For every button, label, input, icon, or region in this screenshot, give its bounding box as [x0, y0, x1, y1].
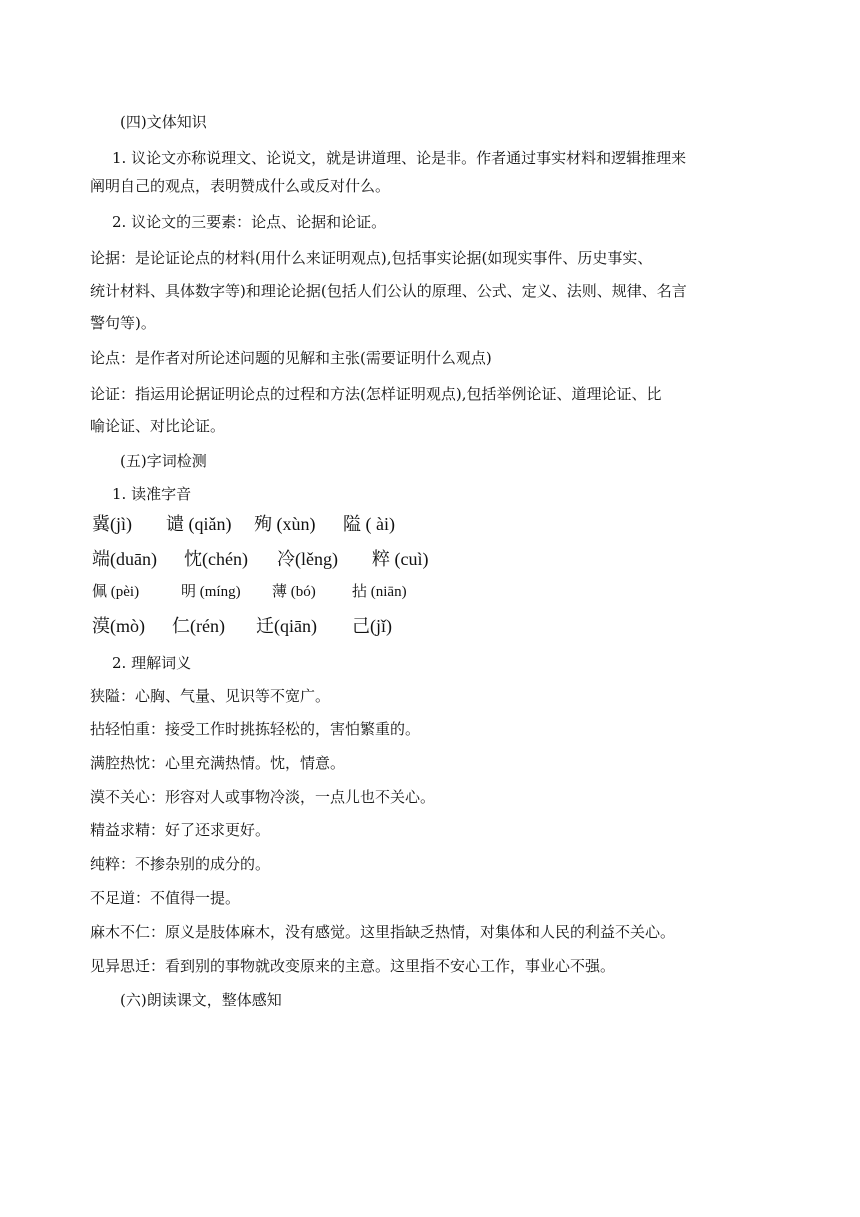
pinyin-item: 殉 (xùn)	[254, 514, 316, 534]
pinyin-item: 佩 (pèi)	[92, 584, 140, 600]
pinyin-item: 粹 (cuì)	[372, 549, 429, 569]
definition-item: 见异思迁：看到别的事物就改变原来的主意。这里指不安心工作，事业心不强。	[90, 957, 616, 975]
definition-item: 狭隘：心胸、气量、见识等不宽广。	[90, 687, 331, 705]
section-heading-5: (五)字词检测	[120, 452, 207, 470]
subheading-meanings: 2. 理解词义	[112, 654, 192, 672]
lunju-line3: 警句等)。	[90, 314, 156, 332]
lunju-line1: 论据：是论证论点的材料(用什么来证明观点),包括事实论据(如现实事件、历史事实、	[90, 249, 653, 267]
paragraph-definition-line2: 阐明自己的观点，表明赞成什么或反对什么。	[90, 177, 391, 195]
lunzheng-line2: 喻论证、对比论证。	[90, 417, 226, 435]
lundian-line: 论点：是作者对所论述问题的见解和主张(需要证明什么观点)	[90, 349, 492, 367]
subheading-pronunciation: 1. 读准字音	[112, 485, 192, 503]
pinyin-item: 隘 ( ài)	[343, 514, 395, 534]
pinyin-item: 薄 (bó)	[272, 584, 316, 600]
pinyin-item: 明 (míng)	[181, 584, 241, 600]
definition-item: 不足道：不值得一提。	[90, 889, 241, 907]
pinyin-item: 冀(jì)	[92, 514, 132, 534]
paragraph-three-elements: 2. 议论文的三要素：论点、论据和论证。	[112, 213, 387, 231]
pinyin-item: 迁(qiān)	[256, 616, 317, 636]
definition-item: 漠不关心：形容对人或事物冷淡，一点儿也不关心。	[90, 788, 436, 806]
pinyin-item: 漠(mò)	[92, 616, 145, 636]
pinyin-item: 己(jǐ)	[352, 616, 392, 636]
pinyin-item: 端(duān)	[92, 549, 157, 569]
definition-item: 满腔热忱：心里充满热情。忱，情意。	[90, 754, 346, 772]
definition-item: 精益求精：好了还求更好。	[90, 821, 271, 839]
pinyin-item: 仁(rén)	[172, 616, 225, 636]
pinyin-item: 谴 (qiǎn)	[166, 514, 232, 534]
section-heading-4: (四)文体知识	[120, 113, 207, 131]
section-heading-6: (六)朗读课文，整体感知	[120, 991, 282, 1009]
definition-item: 纯粹：不掺杂别的成分的。	[90, 855, 271, 873]
lunzheng-line1: 论证：指运用论据证明论点的过程和方法(怎样证明观点),包括举例论证、道理论证、比	[90, 385, 662, 403]
lunju-line2: 统计材料、具体数字等)和理论论据(包括人们公认的原理、公式、定义、法则、规律、名言	[90, 282, 687, 300]
pinyin-item: 冷(lěng)	[277, 549, 338, 569]
paragraph-definition-line1: 1. 议论文亦称说理文、论说文，就是讲道理、论是非。作者通过事实材料和逻辑推理来	[112, 149, 687, 167]
pinyin-item: 忱(chén)	[184, 549, 248, 569]
definition-item: 拈轻怕重：接受工作时挑拣轻松的，害怕繁重的。	[90, 720, 421, 738]
definition-item: 麻木不仁：原义是肢体麻木，没有感觉。这里指缺乏热情，对集体和人民的利益不关心。	[90, 923, 676, 941]
pinyin-item: 拈 (niān)	[352, 584, 407, 600]
